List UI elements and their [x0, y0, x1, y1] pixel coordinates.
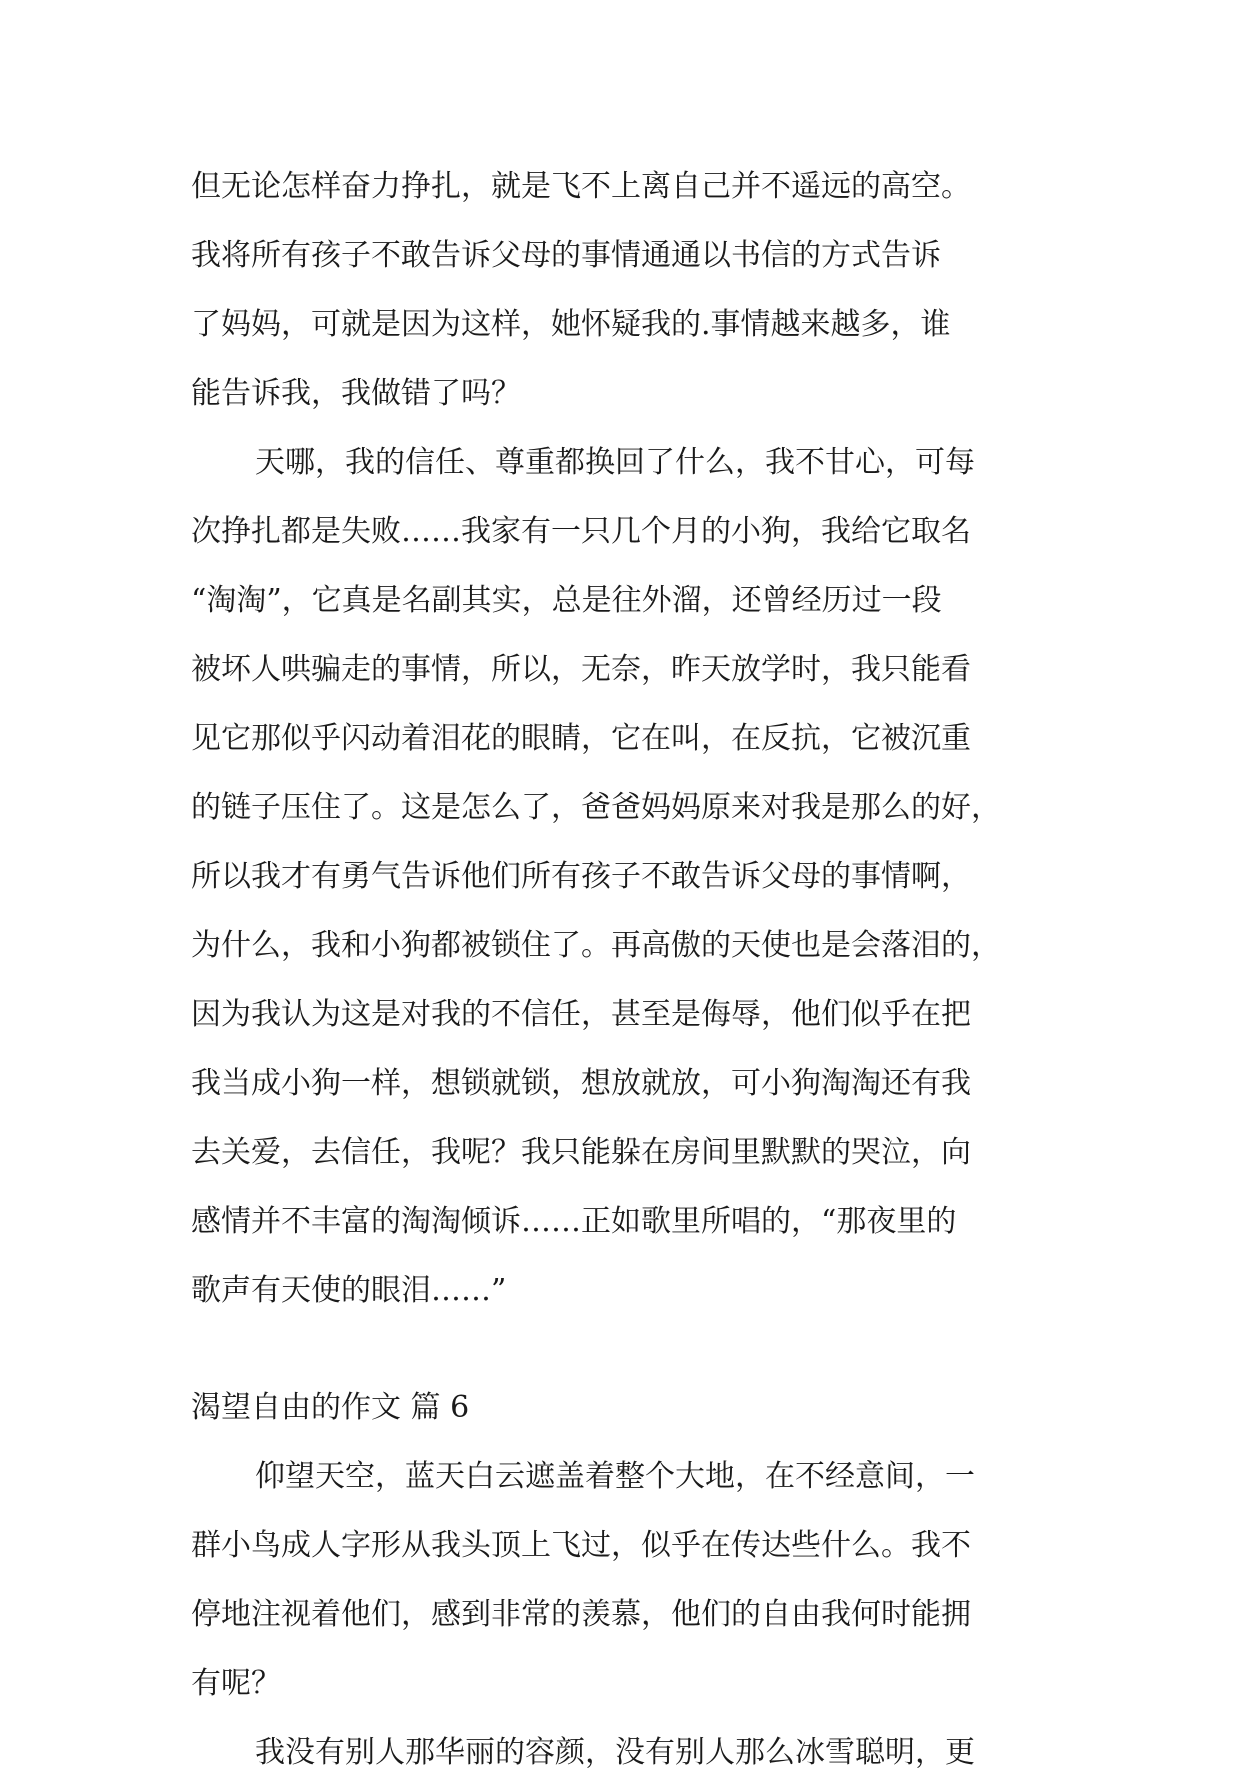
text-line-1: 但无论怎样奋力挣扎，就是飞不上离自己并不遥远的高空。: [191, 169, 971, 204]
text-line-21: 有呢？: [191, 1666, 281, 1701]
text-line-13: 因为我认为这是对我的不信任，甚至是侮辱，他们似乎在把: [191, 997, 971, 1032]
text-line-7: “淘淘”，它真是名副其实，总是往外溜，还曾经历过一段: [191, 583, 942, 618]
text-line-10: 的链子压住了。这是怎么了，爸爸妈妈原来对我是那么的好，: [191, 790, 1001, 825]
text-line-3: 了妈妈，可就是因为这样，她怀疑我的.事情越来越多，谁: [191, 307, 951, 342]
text-line-4: 能告诉我，我做错了吗？: [191, 376, 521, 411]
text-line-22: 我没有别人那华丽的容颜，没有别人那么冰雪聪明，更: [255, 1735, 975, 1770]
text-line-17: 歌声有天使的眼泪……”: [191, 1273, 507, 1308]
text-line-6: 次挣扎都是失败……我家有一只几个月的小狗，我给它取名: [191, 514, 971, 549]
text-line-12: 为什么，我和小狗都被锁住了。再高傲的天使也是会落泪的，: [191, 928, 1001, 963]
section-heading: 渴望自由的作文 篇 6: [191, 1390, 470, 1425]
text-line-20: 停地注视着他们，感到非常的羡慕，他们的自由我何时能拥: [191, 1597, 971, 1632]
text-line-14: 我当成小狗一样，想锁就锁，想放就放，可小狗淘淘还有我: [191, 1066, 971, 1101]
text-line-2: 我将所有孩子不敢告诉父母的事情通通以书信的方式告诉: [191, 238, 941, 273]
text-line-9: 见它那似乎闪动着泪花的眼睛，它在叫，在反抗，它被沉重: [191, 721, 971, 756]
text-line-15: 去关爱，去信任，我呢？我只能躲在房间里默默的哭泣，向: [191, 1135, 971, 1170]
text-line-8: 被坏人哄骗走的事情，所以，无奈，昨天放学时，我只能看: [191, 652, 971, 687]
text-line-16: 感情并不丰富的淘淘倾诉……正如歌里所唱的，“那夜里的: [191, 1204, 957, 1239]
text-line-19: 群小鸟成人字形从我头顶上飞过，似乎在传达些什么。我不: [191, 1528, 971, 1563]
text-line-5: 天哪，我的信任、尊重都换回了什么，我不甘心，可每: [255, 445, 975, 480]
text-line-11: 所以我才有勇气告诉他们所有孩子不敢告诉父母的事情啊，: [191, 859, 971, 894]
text-line-18: 仰望天空，蓝天白云遮盖着整个大地，在不经意间，一: [255, 1459, 975, 1494]
